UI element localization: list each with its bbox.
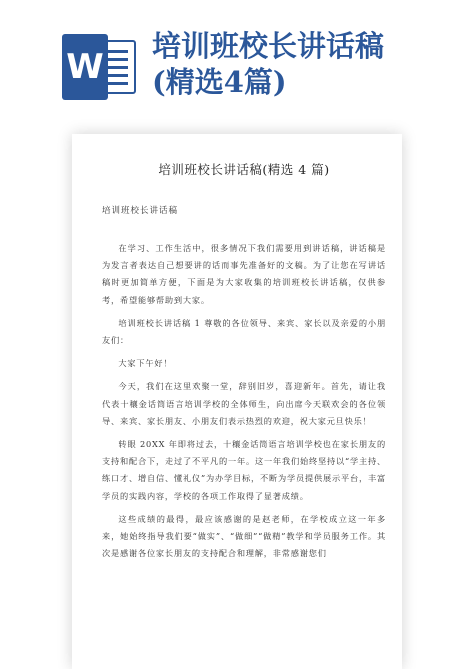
page-title <box>152 28 452 100</box>
paragraph-welcome: 今天，我们在这里欢聚一堂，辞别旧岁，喜迎新年。首先，请让我代表十穰金话筒语言培训学校的全体师生，向出席今天联欢会的各位领导、来宾、家长朋友、小朋友们表示热烈的欢迎，祝大家元旦快乐！ <box>102 381 386 426</box>
word-letter-badge: W <box>62 34 108 100</box>
paragraph-intro: 在学习、工作生活中，很多情况下我们需要用到讲话稿，讲话稿是为发言者表达自己想要讲的话而事先准备好的文稿。为了让您在写讲话稿时更加简单方便，下面是为大家收集的培训班校长讲话稿，仅供参考，希望能够帮助到大家。 <box>102 243 386 305</box>
title-line-2: (精选4篇) <box>152 65 287 99</box>
paragraph-review: 转眼 20XX 年即将过去，十穰金话筒语言培训学校也在家长朋友的支持和配合下，走过了不平凡的一年。这一年我们始终坚持以“学主持、练口才、增自信、懂礼仪”为办学目标，不断为学员提供展示平台，丰富学员的实践内容，学校的各项工作取得了显著成绩。 <box>102 439 386 501</box>
paragraph-greeting: 大家下午好！ <box>118 358 173 369</box>
title-line-1: 培训班校长讲话稿 <box>152 29 385 63</box>
paragraph-thanks: 这些成绩的最得，最应该感谢的是赵老师，在学校成立这一年多来，她始终指导我们要“做实”、“做细”“做精”教学和学员服务工作。其次是感谢各位家长朋友的支持配合和理解，非常感谢您们 <box>102 513 386 559</box>
word-document-icon <box>62 34 136 100</box>
paragraph-salutation: 培训班校长讲话稿 1 尊敬的各位领导、来宾、家长以及亲爱的小朋友们： <box>102 317 386 346</box>
document-subtitle: 培训班校长讲话稿 <box>102 206 179 216</box>
document-heading: 培训班校长讲话稿(精选 4 篇) <box>158 162 330 177</box>
document-page-preview <box>72 134 402 669</box>
document-body <box>72 134 402 562</box>
